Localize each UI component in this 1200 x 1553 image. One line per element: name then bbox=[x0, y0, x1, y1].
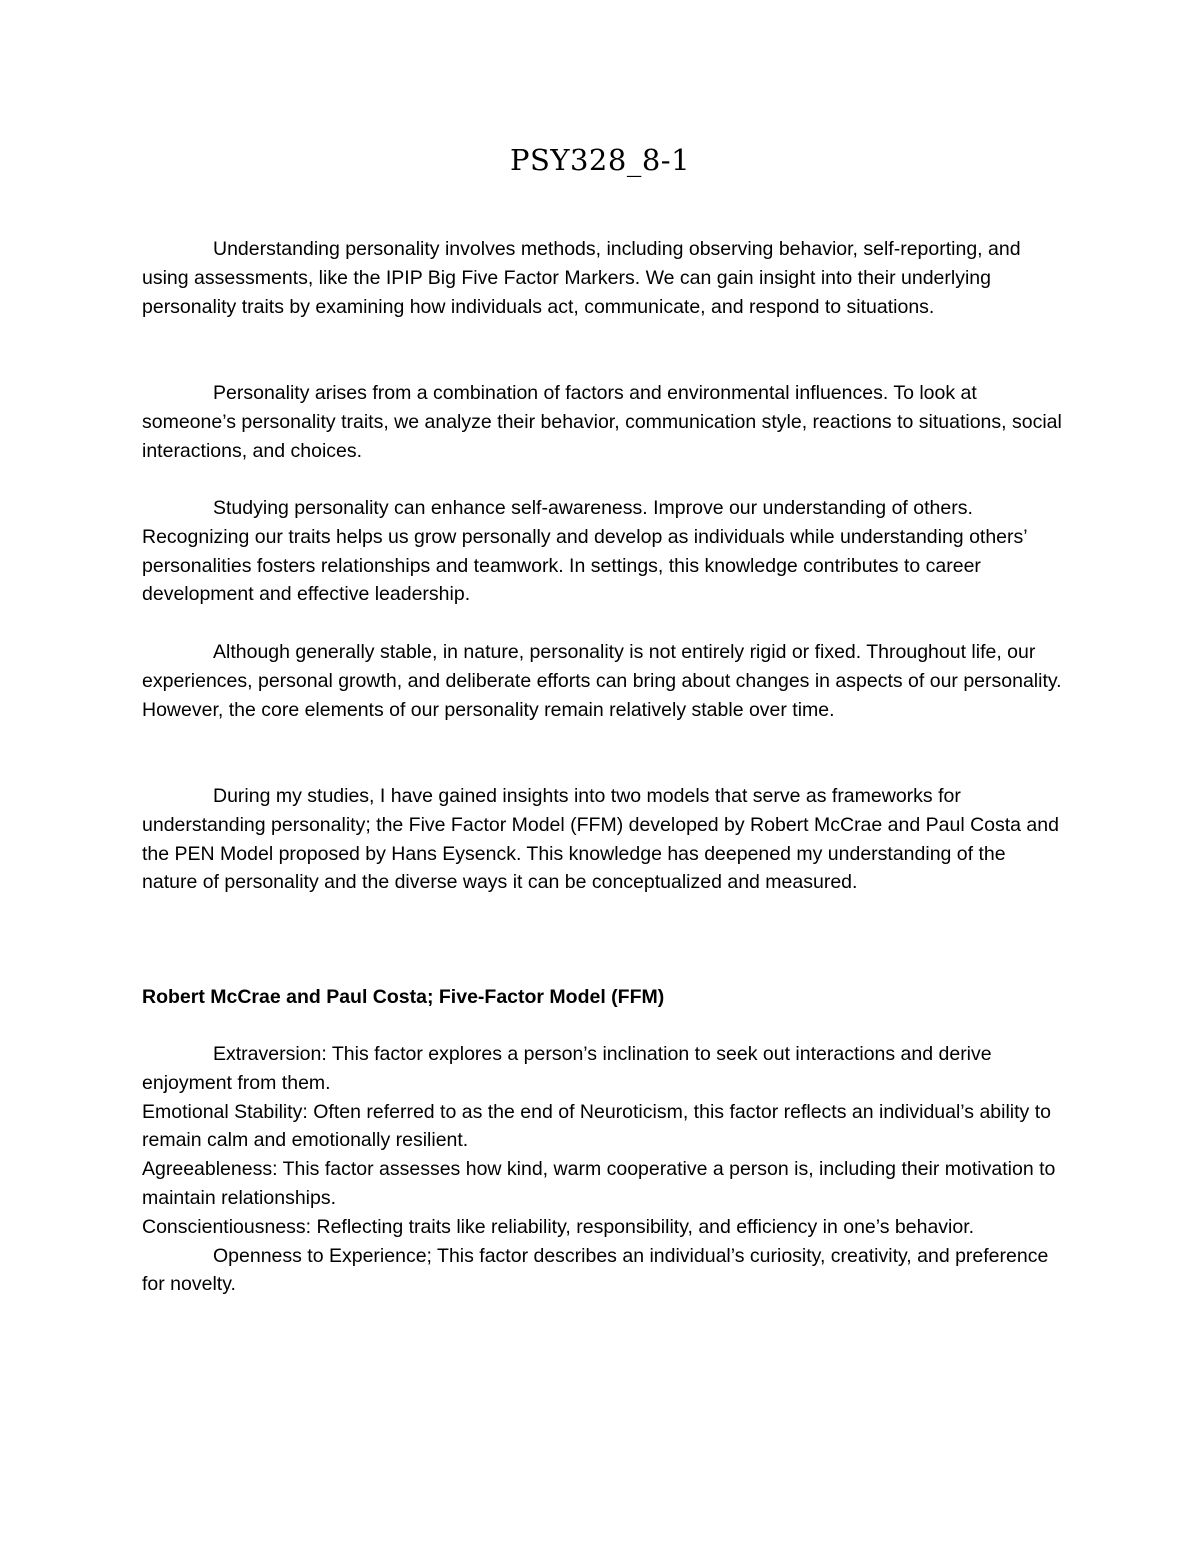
paragraph-1: Understanding personality involves methods, including observing behavior, self-reporting, and using assessments, like the IPIP Big Five Factor Markers. We can gain insight into their underlying personality traits by examining how individuals act, communicate, and respond to situations. bbox=[142, 238, 1021, 318]
paragraph-3: Studying personality can enhance self-awareness. Improve our understanding of others. Recognizing our traits helps us grow personally and develop as individuals while understanding others’ personalities fosters relationships and teamwork. In settings, this knowledge contributes to career development and effective leadership. bbox=[142, 497, 1027, 606]
factor-list bbox=[142, 1040, 1062, 1299]
factor-agreeableness: Agreeableness: This factor assesses how kind, warm cooperative a person is, including their motivation to maintain relationships. bbox=[142, 1158, 1056, 1209]
factor-extraversion: Extraversion: This factor explores a person’s inclination to seek out interactions and derive enjoyment from them. bbox=[142, 1043, 992, 1094]
paragraph-2: Personality arises from a combination of factors and environmental influences. To look at someone’s personality traits, we analyze their behavior, communication style, reactions to situations, social interactions, and choices. bbox=[142, 382, 1062, 462]
factor-conscientiousness: Conscientiousness: Reflecting traits like reliability, responsibility, and efficiency in one’s behavior. bbox=[142, 1215, 975, 1238]
paragraph-4: Although generally stable, in nature, personality is not entirely rigid or fixed. Throughout life, our experiences, personal growth, and deliberate efforts can bring about changes in aspects of our personality. However, the core elements of our personality remain relatively stable over time. bbox=[142, 641, 1062, 721]
factor-emotional-stability: Emotional Stability: Often referred to as the end of Neuroticism, this factor reflects an individual’s ability to remain calm and emotionally resilient. bbox=[142, 1100, 1051, 1152]
document-title: PSY328_8-1 bbox=[509, 143, 691, 177]
section-heading: Robert McCrae and Paul Costa; Five-Factor Model (FFM) bbox=[142, 986, 665, 1008]
factor-openness: Openness to Experience; This factor describes an individual’s curiosity, creativity, and preference for novelty. bbox=[142, 1244, 1049, 1296]
paragraph-5: During my studies, I have gained insights into two models that serve as frameworks for understanding personality; the Five Factor Model (FFM) developed by Robert McCrae and Paul Costa and the PEN Model proposed by Hans Eysenck. This knowledge has deepened my understanding of the nature of personality and the diverse ways it can be conceptualized and measured. bbox=[142, 785, 1059, 894]
